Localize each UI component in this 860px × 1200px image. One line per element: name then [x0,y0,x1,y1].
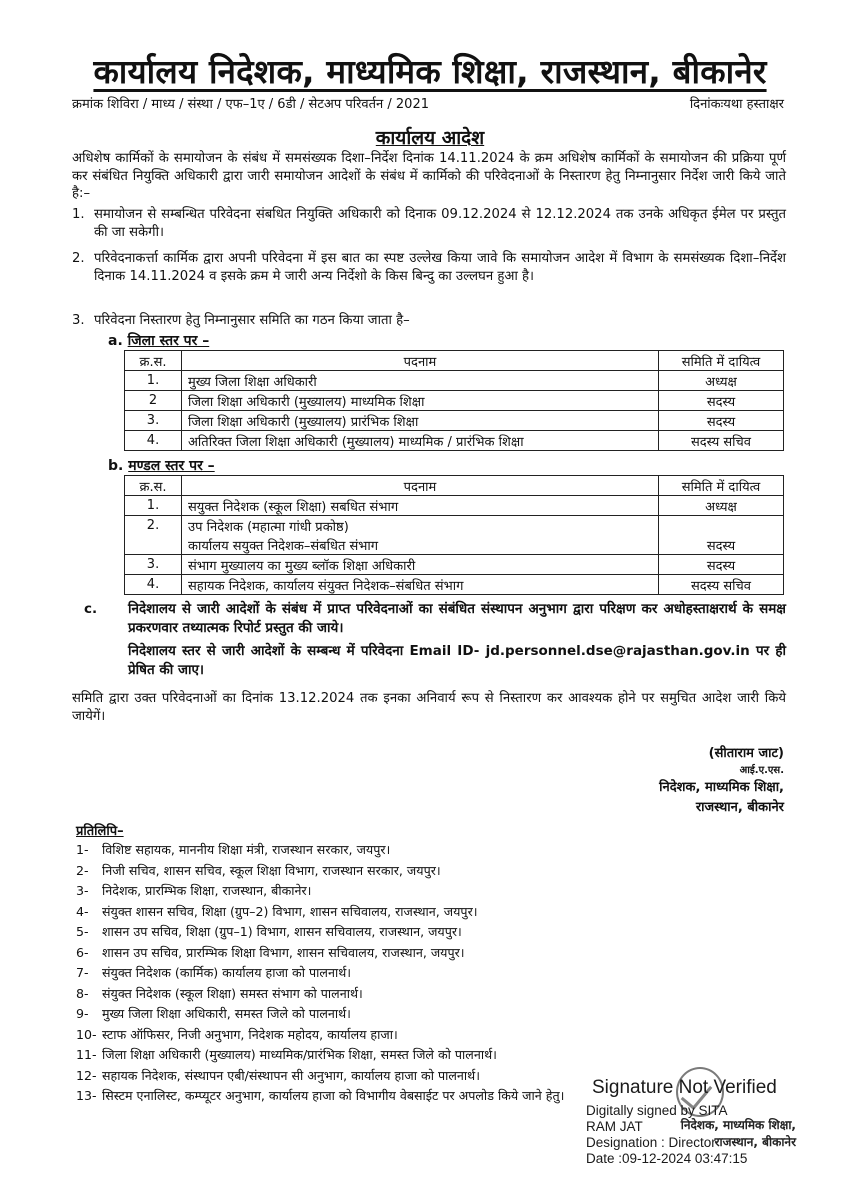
role-cell [659,516,784,536]
point-c [84,600,786,680]
copy-to-list [76,840,796,1107]
role-cell: अध्यक्ष [659,496,784,516]
list-item: 13- सिस्टम एनालिस्ट, कम्प्यूटर अनुभाग, कार्यालय हाजा को विभागीय वेबसाईट पर अपलोड किये जाने हेतु। [76,1088,565,1103]
office-masthead: कार्यालय निदेशक, माध्यमिक शिक्षा, राजस्थान, बीकानेर [93,52,767,91]
designation-cell: संभाग मुख्यालय का मुख्य ब्लॉक शिक्षा अधिकारी [182,555,659,575]
designation-cell: जिला शिक्षा अधिकारी (मुख्यालय) प्रारंभिक शिक्षा [182,411,659,431]
division-level-title: मण्डल स्तर पर – [128,458,215,474]
role-cell: सदस्य [659,391,784,411]
digital-signature-block [584,1077,777,1167]
serial-cell: 4. [125,575,182,595]
header-cell-serial: क्र.स. [125,476,182,496]
district-level-title: जिला स्तर पर – [127,333,210,349]
signature-designation: Designation : Director [586,1135,716,1150]
role-cell: अध्यक्ष [659,371,784,391]
signatory-name: (सीताराम जाट) [708,746,784,761]
list-item: 9- मुख्य जिला शिक्षा अधिकारी, समस्त जिले को पालनार्थ। [76,1006,351,1021]
order-title: कार्यालय आदेश [375,127,485,149]
point-c-label: c. [84,601,98,617]
header-cell-designation: पदनाम [182,351,659,371]
point-number: 2. [72,251,85,266]
serial-cell: 3. [125,411,182,431]
serial-cell: 2. [125,516,182,536]
designation-cell: उप निदेशक (महात्मा गांधी प्रकोष्ठ) [182,516,659,536]
role-cell: सदस्य [659,555,784,575]
serial-cell: 4. [125,431,182,451]
copy-signatory-place: राजस्थान, बीकानेर [714,1135,796,1149]
header-cell-role: समिति में दायित्व [659,476,784,496]
list-item: 8- संयुक्त निदेशक (स्कूल शिक्षा) समस्त संभाग को पालनार्थ। [76,985,363,1001]
table-row [125,535,784,555]
designation-cell: सहायक निदेशक, कार्यालय संयुक्त निदेशक–संबधित संभाग [182,575,659,595]
header-cell-role: समिति में दायित्व [659,351,784,371]
list-item: 1- विशिष्ट सहायक, माननीय शिक्षा मंत्री, राजस्थान सरकार, जयपुर। [76,842,391,857]
list-item: 5- शासन उप सचिव, शिक्षा (ग्रुप–1) विभाग, शासन सचिवालय, राजस्थान, जयपुर। [76,924,462,939]
list-item: 6- शासन उप सचिव, प्रारम्भिक शिक्षा विभाग, शासन सचिवालय, राजस्थान, जयपुर। [76,944,465,960]
signatory-place: राजस्थान, बीकानेर [695,800,784,815]
table-row [125,516,784,536]
table-header-row [125,476,784,496]
table-row [125,555,784,575]
table-row [125,371,784,391]
district-committee-table [124,350,784,451]
point-text: समायोजन से सम्बन्धित परिवेदना संबधित नियुक्ति अधिकारी को दिनाक 09.12.2024 से 12.12.2024 तक उनके अधिकृत ईमेल पर प्रस्तुत की जा सकेगी। [94,207,786,240]
point-number: 3. [72,313,85,328]
division-level-label: b. [108,458,124,474]
signature-signer: Digitally signed by SITA [586,1103,728,1118]
table-row [125,391,784,411]
table-row [125,431,784,451]
closing-paragraph: समिति द्वारा उक्त परिवेदनाओं का दिनांक 13.12.2024 तक इनका अनिवार्य रूप से निस्तारण कर आवश्यक होने पर समुचित आदेश जारी किये जायेगें। [72,691,786,724]
district-level-heading [108,331,209,350]
table-row [125,496,784,516]
intro-paragraph: अधिशेष कार्मिकों के समायोजन के संबंध में समसंख्यक दिशा–निर्देश दिनांक 14.11.2024 के क्रम अधिशेष कार्मिकों के समायोजन की प्रक्रिया पूर्ण कर संबंधित नियुक्ति अधिकारी द्वारा जारी समायोजन आदेशों के संबंध में कार्मिको की परिवेदनाओं के निस्तारण हेतु निम्नानुसार निर्देश जारी किये जाते है:– [72,151,786,201]
signatory-block [659,744,784,818]
serial-cell: 3. [125,555,182,575]
point-c-email-text: निदेशालय स्तर से जारी आदेशों के सम्बन्ध में परिवेदना Email ID- jd.personnel.dse@rajasthan.gov.in पर ही प्रेषित की जाए। [128,643,786,678]
header-cell-designation: पदनाम [182,476,659,496]
list-item: 7- संयुक्त निदेशक (कार्मिक) कार्यालय हाजा को पालनार्थ। [76,965,352,980]
division-committee-table [124,475,784,595]
signatory-designation: निदेशक, माध्यमिक शिक्षा, [659,780,784,795]
serial-cell [125,535,182,555]
point-c-text: निदेशालय से जारी आदेशों के संबंध में प्राप्त परिवेदनाओं का संबंधित संस्थापन अनुभाग द्वारा परिक्षण कर अधोहस्ताक्षरार्थ के समक्ष प्रकरणवार तथ्यात्मक रिपोर्ट प्रस्तुत की जाये। [128,601,786,636]
signature-date: Date :09-12-2024 03:47:15 [586,1151,748,1166]
reference-number: क्रमांक शिविरा / माध्य / संस्था / एफ–1ए / 6डी / सेटअप परिवर्तन / 2021 [72,97,429,112]
role-cell: सदस्य [659,411,784,431]
table-row [125,411,784,431]
designation-cell: मुख्य जिला शिक्षा अधिकारी [182,371,659,391]
division-level-heading [108,456,215,475]
serial-cell: 1. [125,371,182,391]
copy-to-heading: प्रतिलिपि– [76,824,124,839]
designation-cell: सयुक्त निदेशक (स्कूल शिक्षा) सबधित संभाग [182,496,659,516]
point-number: 1. [72,207,85,222]
serial-cell: 2 [125,391,182,411]
point-text: परिवेदनाकर्त्ता कार्मिक द्वारा अपनी परिवेदना में इस बात का स्पष्ट उल्लेख किया जावे कि समायोजन आदेश में विभाग के समसंख्यक दिशा–निर्देश दिनाक 14.11.2024 व इसके क्रम मे जारी अन्य निर्देशो के किस बिन्दु का उल्लघन हुआ है। [94,251,786,284]
designation-cell: कार्यालय सयुक्त निदेशक–संबधित संभाग [182,535,659,555]
list-item: 11- जिला शिक्षा अधिकारी (मुख्यालय) माध्यमिक/प्रारंभिक शिक्षा, समस्त जिले को पालनार्थ। [76,1047,497,1062]
district-level-label: a. [108,333,123,349]
role-cell: सदस्य [659,535,784,555]
table-header-row [125,351,784,371]
list-item: 2- निजी सचिव, शासन सचिव, स्कूल शिक्षा विभाग, राजस्थान सरकार, जयपुर। [76,862,441,878]
signature-signer-name: RAM JAT [586,1119,643,1134]
designation-cell: अतिरिक्त जिला शिक्षा अधिकारी (मुख्यालय) माध्यमिक / प्रारंभिक शिक्षा [182,431,659,451]
list-item: 3- निदेशक, प्रारम्भिक शिक्षा, राजस्थान, बीकानेर। [76,883,312,898]
signature-status: Signature Not Verified [592,1077,777,1098]
list-item: 12- सहायक निदेशक, संस्थापन एबी/संस्थापन सी अनुभाग, कार्यालय हाजा को पालनार्थ। [76,1067,480,1083]
header-cell-serial: क्र.स. [125,351,182,371]
list-item: 4- संयुक्त शासन सचिव, शिक्षा (ग्रुप–2) विभाग, शासन सचिवालय, राजस्थान, जयपुर। [76,903,478,919]
copy-signatory-designation: निदेशक, माध्यमिक शिक्षा, [680,1118,796,1132]
designation-cell: जिला शिक्षा अधिकारी (मुख्यालय) माध्यमिक शिक्षा [182,391,659,411]
serial-cell: 1. [125,496,182,516]
point-text: परिवेदना निस्तारण हेतु निम्नानुसार समिति का गठन किया जाता है– [94,313,410,328]
list-item: 10- स्टाफ ऑफिसर, निजी अनुभाग, निदेशक महोदय, कार्यालय हाजा। [76,1026,398,1042]
role-cell: सदस्य सचिव [659,575,784,595]
role-cell: सदस्य सचिव [659,431,784,451]
reference-date: दिनांकःयथा हस्ताक्षर [689,97,784,112]
table-row [125,575,784,595]
signatory-service: आई.ए.एस. [739,765,784,776]
